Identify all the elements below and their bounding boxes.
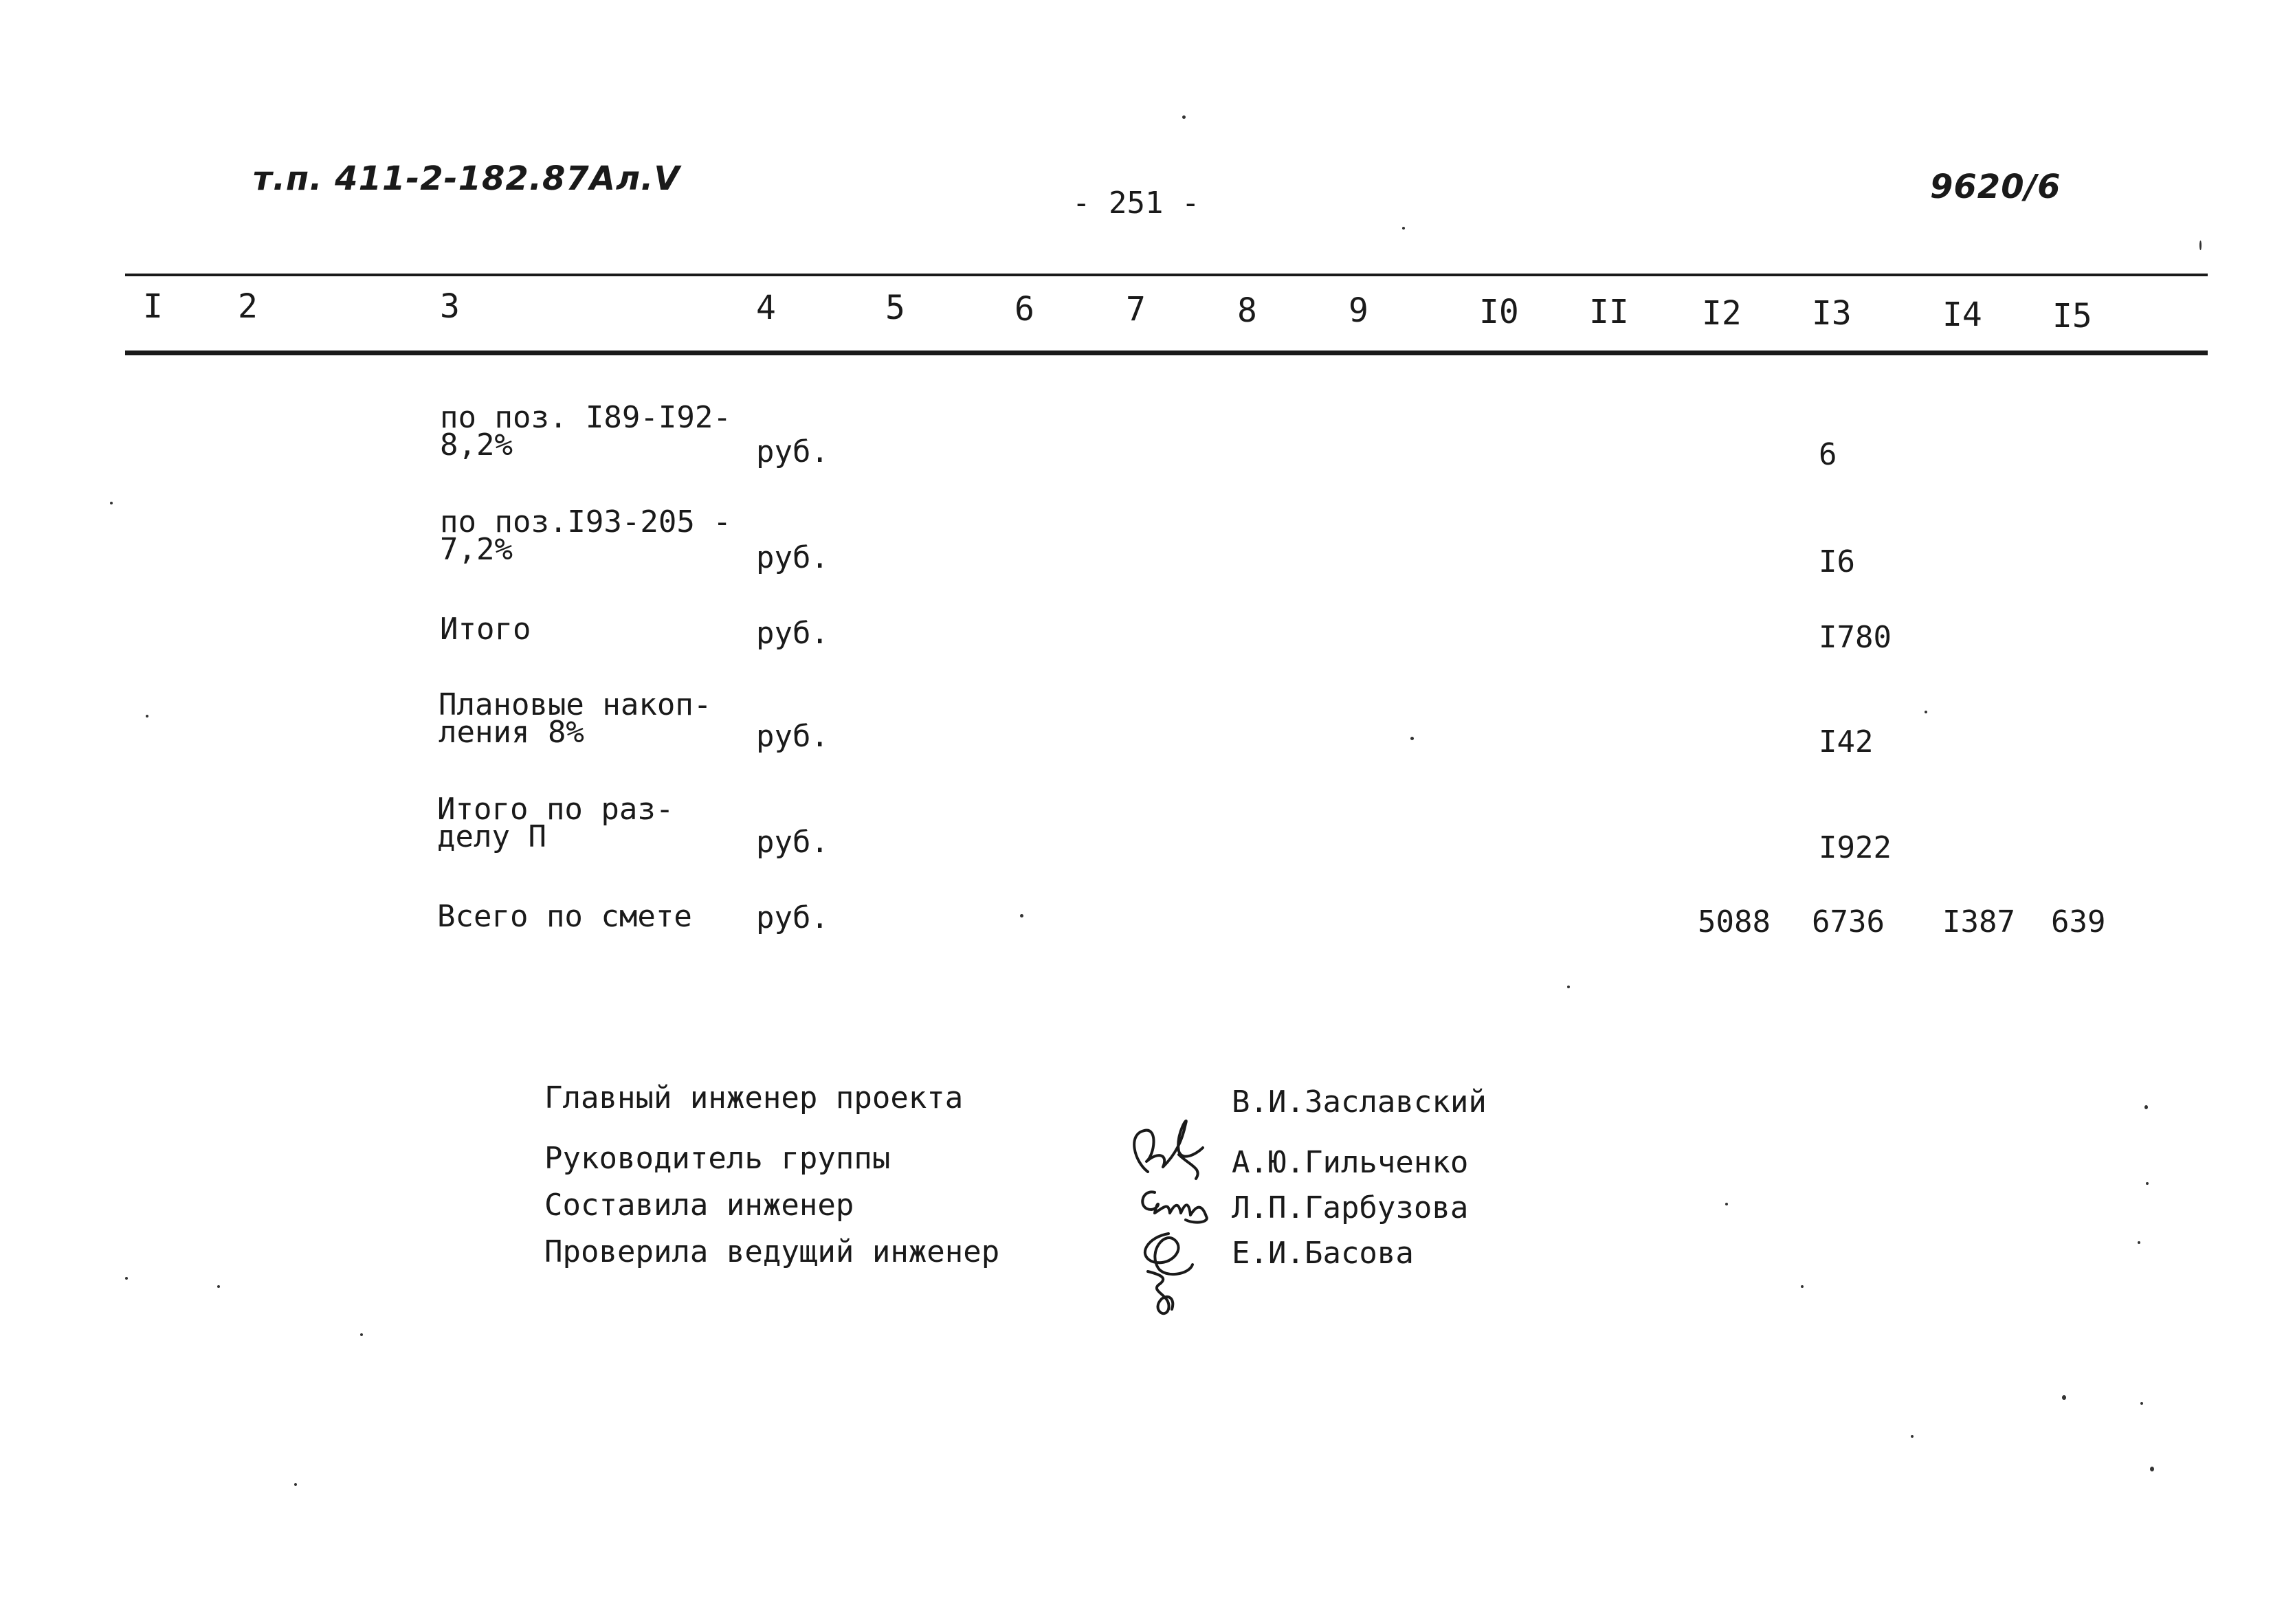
page-number: - 251 - (1072, 186, 1200, 221)
scan-speck (1182, 115, 1186, 119)
row-unit: руб. (756, 900, 829, 935)
row-value-col13: I42 (1819, 724, 1874, 759)
column-header: 7 (1126, 290, 1146, 329)
column-header: I3 (1812, 294, 1852, 333)
header-rule-top (125, 274, 2208, 276)
row-value-col14: I387 (1942, 904, 2015, 939)
row-description-line1: по поз. I89-I92- (440, 400, 731, 435)
scan-speck (1410, 737, 1414, 740)
column-header: I4 (1942, 296, 1982, 334)
signature-name: Л.П.Гарбузова (1232, 1190, 1469, 1225)
scan-speck (2199, 241, 2202, 250)
row-description-line2: 8,2% (440, 427, 513, 463)
scan-speck (1402, 227, 1405, 230)
row-unit: руб. (756, 825, 829, 860)
column-header: 8 (1237, 291, 1257, 330)
document-code: т.п. 411-2-182.87Ал.V (253, 159, 680, 198)
signature-name: В.И.Заславский (1232, 1084, 1487, 1120)
signature-name: Е.И.Басова (1232, 1236, 1414, 1271)
row-description-line2: делу П (437, 819, 546, 854)
column-header: 3 (440, 287, 460, 326)
scan-speck (1801, 1285, 1804, 1288)
column-header: 2 (238, 287, 258, 326)
scan-speck (2144, 1105, 2148, 1109)
row-value-col13: 6 (1819, 437, 1837, 472)
row-unit: руб. (756, 616, 829, 651)
row-description-line1: Плановые накоп- (439, 687, 712, 722)
column-header: I (143, 287, 163, 326)
row-unit: руб. (756, 719, 829, 754)
scan-speck (2150, 1467, 2154, 1471)
scan-speck (1911, 1435, 1914, 1438)
signature-scribble-1 (1134, 1121, 1203, 1179)
scan-speck (294, 1483, 297, 1486)
column-header: I0 (1479, 293, 1519, 331)
signature-scribble-3 (1145, 1234, 1193, 1313)
scan-speck (1020, 914, 1023, 917)
signature-role: Проверила ведущий инженер (544, 1234, 1000, 1269)
column-header: 9 (1349, 291, 1368, 330)
column-header: 6 (1014, 290, 1034, 329)
row-value-col13: I780 (1819, 620, 1892, 655)
row-unit: руб. (756, 434, 829, 469)
column-header: I5 (2052, 297, 2092, 335)
header-rule-bottom (125, 351, 2208, 355)
scan-speck (1567, 986, 1570, 988)
row-value-col13: I922 (1819, 830, 1892, 865)
row-description-line1: Всего по смете (437, 899, 692, 934)
scan-speck (2140, 1402, 2143, 1405)
column-header: 4 (756, 289, 776, 327)
scan-speck (125, 1277, 128, 1280)
row-description-line1: Итого по раз- (437, 792, 674, 827)
row-description-line1: Итого (440, 612, 531, 647)
row-value-col13: 6736 (1812, 904, 1885, 939)
signature-role: Руководитель группы (544, 1141, 891, 1176)
scan-speck (360, 1333, 363, 1336)
column-header: II (1589, 293, 1629, 331)
row-description-line2: ления 8% (439, 715, 584, 750)
scan-speck (2062, 1395, 2066, 1400)
scan-speck (2138, 1241, 2140, 1244)
row-description-line1: по поз.I93-205 - (440, 504, 731, 540)
signature-name: А.Ю.Гильченко (1232, 1145, 1469, 1180)
row-value-col13: I6 (1819, 544, 1855, 579)
row-unit: руб. (756, 540, 829, 575)
row-value-col12: 5088 (1698, 904, 1771, 939)
column-header: I2 (1702, 294, 1742, 333)
row-value-col15: 639 (2051, 904, 2106, 939)
handwritten-signatures (1120, 1113, 1223, 1320)
signature-scribble-2 (1142, 1192, 1207, 1222)
signature-role: Составила инженер (544, 1188, 854, 1223)
scan-speck (1725, 1203, 1728, 1205)
sheet-code: 9620/6 (1930, 168, 2061, 206)
signature-role: Главный инженер проекта (544, 1080, 964, 1115)
scan-speck (2146, 1182, 2149, 1185)
scan-speck (146, 715, 148, 718)
scan-speck (110, 502, 113, 504)
row-description-line2: 7,2% (440, 532, 513, 567)
scan-speck (217, 1285, 220, 1288)
scan-speck (1925, 711, 1927, 713)
column-header: 5 (885, 289, 905, 327)
